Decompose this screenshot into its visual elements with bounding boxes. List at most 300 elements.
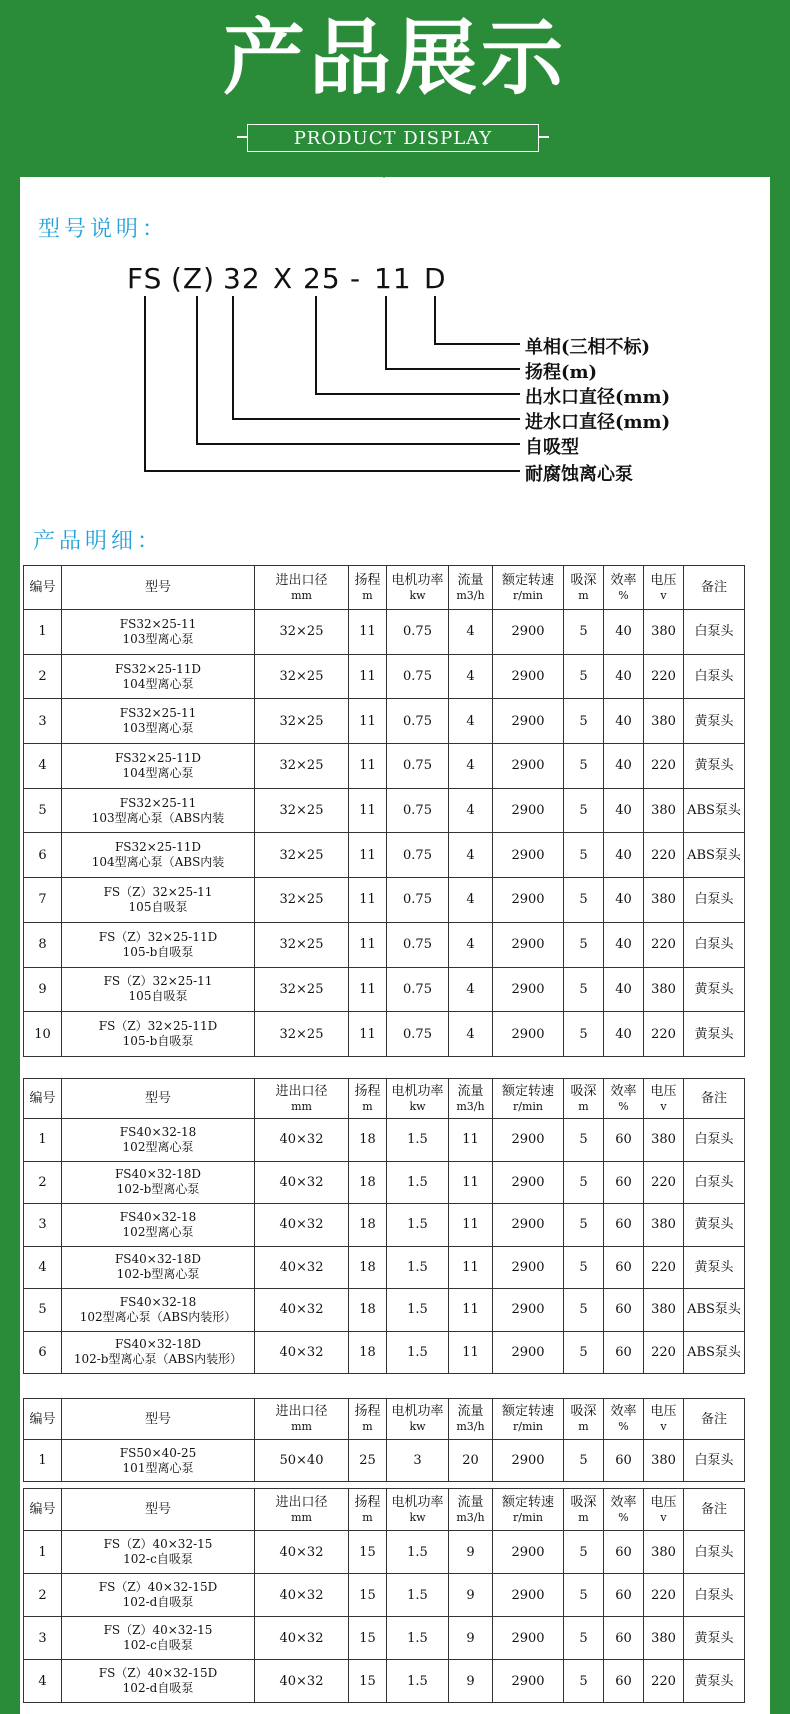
column-header-label: 电机功率 (391, 1494, 444, 1510)
cell-remark: 黄泵头 (684, 1012, 745, 1057)
table-row (24, 744, 745, 789)
column-header-label: 备注 (700, 1502, 727, 1517)
cell-head: 11 (349, 878, 387, 923)
cell-efficiency: 40 (604, 744, 644, 789)
cell-model: FS32×25-11 103型离心泵 (62, 699, 255, 744)
cell-remark: 白泵头 (684, 1161, 745, 1204)
cell-speed: 2900 (493, 699, 564, 744)
column-header-label: 编号 (29, 1091, 56, 1106)
cell-head: 18 (349, 1119, 387, 1162)
cell-suction: 5 (564, 610, 604, 655)
cell-efficiency: 40 (604, 967, 644, 1012)
column-header-efficiency (604, 1079, 644, 1119)
cell-head: 11 (349, 967, 387, 1012)
table-header-row (24, 566, 745, 610)
cell-model: FS40×32-18 102型离心泵（ABS内装形） (62, 1289, 255, 1332)
table-row (24, 833, 745, 878)
column-header-efficiency (604, 1489, 644, 1531)
column-header-unit: m (578, 1510, 589, 1524)
column-header-label: 编号 (29, 1411, 56, 1427)
cell-no: 3 (24, 699, 62, 744)
cell-port-size: 40×32 (255, 1204, 349, 1247)
cell-suction: 5 (564, 1574, 604, 1617)
cell-suction: 5 (564, 1289, 604, 1332)
cell-no: 9 (24, 967, 62, 1012)
cell-speed: 2900 (493, 1617, 564, 1660)
column-header-unit: m3/h (456, 1510, 485, 1524)
column-header-model (62, 1489, 255, 1531)
column-header-unit: v (660, 1510, 667, 1524)
table-row (24, 1660, 745, 1703)
cell-speed: 2900 (493, 922, 564, 967)
column-header-unit: mm (291, 1420, 312, 1433)
table-row (24, 788, 745, 833)
cell-remark: 黄泵头 (684, 744, 745, 789)
column-header-label: 进出口径 (275, 1494, 328, 1510)
table-row (24, 1440, 745, 1482)
cell-suction: 5 (564, 1331, 604, 1374)
cell-no: 3 (24, 1204, 62, 1247)
cell-voltage: 380 (644, 610, 684, 655)
cell-speed: 2900 (493, 1660, 564, 1703)
column-header-unit: % (618, 1420, 629, 1433)
column-header-voltage (644, 1079, 684, 1119)
column-header-unit: m (362, 1420, 373, 1433)
column-header-unit: m (362, 1510, 373, 1524)
cell-model: FS32×25-11D 104型离心泵 (62, 744, 255, 789)
table-row (24, 922, 745, 967)
cell-efficiency: 60 (604, 1660, 644, 1703)
column-header-model (62, 1079, 255, 1119)
cell-voltage: 220 (644, 1161, 684, 1204)
cell-efficiency: 60 (604, 1574, 644, 1617)
cell-model: FS（Z）40×32-15D 102-d自吸泵 (62, 1574, 255, 1617)
cell-port-size: 32×25 (255, 654, 349, 699)
column-header-efficiency (604, 566, 644, 610)
table-header-row (24, 1489, 745, 1531)
table-header-row (24, 1399, 745, 1440)
code-part-x: X (273, 262, 294, 295)
cell-flow: 4 (449, 833, 493, 878)
column-header-unit: % (618, 588, 629, 602)
column-header-label: 效率 (610, 1083, 637, 1099)
column-header-port-size (255, 1399, 349, 1440)
cell-efficiency: 40 (604, 699, 644, 744)
cell-voltage: 380 (644, 1617, 684, 1660)
cell-power: 1.5 (387, 1331, 449, 1374)
cell-speed: 2900 (493, 744, 564, 789)
cell-remark: 白泵头 (684, 1119, 745, 1162)
cell-flow: 4 (449, 654, 493, 699)
panel-notch (370, 166, 398, 178)
cell-port-size: 32×25 (255, 610, 349, 655)
cell-no: 1 (24, 1119, 62, 1162)
column-header-power (387, 1399, 449, 1440)
column-header-port-size (255, 1079, 349, 1119)
cell-remark: 黄泵头 (684, 967, 745, 1012)
code-part-d: D (424, 262, 447, 295)
code-part-inlet: 32 (223, 262, 261, 295)
cell-power: 0.75 (387, 654, 449, 699)
cell-remark: 黄泵头 (684, 1617, 745, 1660)
cell-no: 4 (24, 1246, 62, 1289)
cell-voltage: 220 (644, 744, 684, 789)
cell-voltage: 380 (644, 1531, 684, 1574)
cell-no: 5 (24, 1289, 62, 1332)
cell-voltage: 220 (644, 1012, 684, 1057)
table-row (24, 967, 745, 1012)
cell-no: 1 (24, 610, 62, 655)
cell-suction: 5 (564, 1204, 604, 1247)
cell-speed: 2900 (493, 1531, 564, 1574)
column-header-unit: m (578, 588, 589, 602)
cell-efficiency: 60 (604, 1617, 644, 1660)
column-header-label: 吸深 (570, 1494, 597, 1510)
column-header-unit: mm (291, 1510, 312, 1524)
code-part-head: 11 (374, 262, 412, 295)
cell-head: 18 (349, 1331, 387, 1374)
cell-flow: 11 (449, 1331, 493, 1374)
code-part-fs: FS (127, 262, 163, 295)
column-header-label: 电压 (650, 572, 677, 588)
cell-suction: 5 (564, 878, 604, 923)
cell-model: FS（Z）32×25-11D 105-b自吸泵 (62, 922, 255, 967)
column-header-flow (449, 1489, 493, 1531)
column-header-unit: % (618, 1510, 629, 1524)
column-header-unit: m (362, 588, 373, 602)
cell-efficiency: 60 (604, 1246, 644, 1289)
column-header-unit: m3/h (456, 588, 485, 602)
column-header-unit: m (578, 1420, 589, 1433)
column-header-unit: v (660, 1420, 667, 1433)
spec-table-4 (23, 1488, 745, 1703)
cell-efficiency: 60 (604, 1161, 644, 1204)
cell-power: 1.5 (387, 1531, 449, 1574)
cell-remark: 黄泵头 (684, 1246, 745, 1289)
column-header-label: 型号 (144, 580, 171, 595)
column-header-label: 额定转速 (501, 572, 554, 588)
table-row (24, 1289, 745, 1332)
cell-speed: 2900 (493, 654, 564, 699)
cell-port-size: 40×32 (255, 1119, 349, 1162)
column-header-label: 编号 (29, 580, 56, 595)
column-header-label: 型号 (144, 1411, 171, 1427)
cell-efficiency: 60 (604, 1119, 644, 1162)
cell-model: FS（Z）32×25-11 105自吸泵 (62, 878, 255, 923)
cell-remark: 白泵头 (684, 610, 745, 655)
cell-speed: 2900 (493, 1574, 564, 1617)
cell-flow: 4 (449, 610, 493, 655)
cell-flow: 9 (449, 1617, 493, 1660)
connector-head (386, 296, 520, 369)
column-header-speed (493, 566, 564, 610)
cell-suction: 5 (564, 1531, 604, 1574)
cell-power: 0.75 (387, 610, 449, 655)
column-header-unit: mm (291, 588, 312, 602)
column-header-label: 备注 (700, 1411, 727, 1427)
cell-model: FS40×32-18D 102-b型离心泵 (62, 1246, 255, 1289)
table-row (24, 1204, 745, 1247)
cell-voltage: 380 (644, 788, 684, 833)
table-row (24, 1617, 745, 1660)
table-header-row (24, 1079, 745, 1119)
cell-port-size: 40×32 (255, 1574, 349, 1617)
cell-efficiency: 60 (604, 1440, 644, 1482)
column-header-remark (684, 566, 745, 610)
column-header-unit: r/min (513, 1510, 543, 1524)
column-header-unit: m (362, 1099, 373, 1113)
column-header-speed (493, 1399, 564, 1440)
cell-suction: 5 (564, 1440, 604, 1482)
column-header-unit: kw (409, 1420, 426, 1433)
cell-port-size: 32×25 (255, 744, 349, 789)
cell-speed: 2900 (493, 833, 564, 878)
cell-model: FS（Z）40×32-15 102-c自吸泵 (62, 1531, 255, 1574)
column-header-unit: r/min (513, 588, 543, 602)
column-header-suction (564, 1079, 604, 1119)
column-header-label: 流量 (457, 1083, 484, 1099)
cell-no: 6 (24, 833, 62, 878)
cell-port-size: 40×32 (255, 1246, 349, 1289)
cell-voltage: 220 (644, 1574, 684, 1617)
code-part-dash: - (350, 262, 362, 295)
column-header-unit: % (618, 1099, 629, 1113)
cell-remark: 黄泵头 (684, 699, 745, 744)
table-row (24, 699, 745, 744)
column-header-power (387, 566, 449, 610)
cell-head: 11 (349, 744, 387, 789)
cell-port-size: 50×40 (255, 1440, 349, 1482)
cell-flow: 4 (449, 878, 493, 923)
cell-flow: 4 (449, 1012, 493, 1057)
cell-model: FS40×32-18D 102-b型离心泵（ABS内装形） (62, 1331, 255, 1374)
column-header-unit: r/min (513, 1420, 543, 1433)
cell-head: 15 (349, 1660, 387, 1703)
cell-flow: 4 (449, 922, 493, 967)
cell-port-size: 40×32 (255, 1161, 349, 1204)
cell-speed: 2900 (493, 1331, 564, 1374)
cell-voltage: 380 (644, 1289, 684, 1332)
column-header-label: 吸深 (570, 1083, 597, 1099)
column-header-efficiency (604, 1399, 644, 1440)
column-header-unit: kw (409, 1099, 426, 1113)
cell-no: 2 (24, 1161, 62, 1204)
cell-model: FS32×25-11 103型离心泵（ABS内装 (62, 788, 255, 833)
cell-efficiency: 40 (604, 654, 644, 699)
cell-port-size: 40×32 (255, 1289, 349, 1332)
cell-efficiency: 40 (604, 610, 644, 655)
column-header-label: 型号 (144, 1091, 171, 1106)
cell-head: 18 (349, 1289, 387, 1332)
cell-speed: 2900 (493, 1246, 564, 1289)
cell-power: 0.75 (387, 833, 449, 878)
column-header-label: 型号 (144, 1502, 171, 1517)
cell-no: 4 (24, 1660, 62, 1703)
column-header-suction (564, 1399, 604, 1440)
column-header-suction (564, 1489, 604, 1531)
cell-efficiency: 60 (604, 1204, 644, 1247)
column-header-no (24, 1399, 62, 1440)
column-header-flow (449, 566, 493, 610)
cell-voltage: 380 (644, 1204, 684, 1247)
cell-model: FS（Z）40×32-15D 102-d自吸泵 (62, 1660, 255, 1703)
cell-model: FS32×25-11 103型离心泵 (62, 610, 255, 655)
desc-inlet: 进水口直径(mm) (525, 412, 671, 433)
cell-no: 6 (24, 1331, 62, 1374)
cell-speed: 2900 (493, 1119, 564, 1162)
cell-port-size: 32×25 (255, 1012, 349, 1057)
column-header-label: 扬程 (354, 1404, 381, 1419)
cell-port-size: 32×25 (255, 922, 349, 967)
cell-efficiency: 40 (604, 788, 644, 833)
cell-flow: 11 (449, 1119, 493, 1162)
model-explanation-title: 型号说明： (38, 217, 169, 242)
column-header-label: 额定转速 (501, 1083, 554, 1099)
cell-flow: 11 (449, 1161, 493, 1204)
cell-port-size: 32×25 (255, 967, 349, 1012)
cell-port-size: 32×25 (255, 699, 349, 744)
cell-power: 0.75 (387, 744, 449, 789)
cell-power: 1.5 (387, 1289, 449, 1332)
cell-power: 0.75 (387, 878, 449, 923)
cell-voltage: 380 (644, 878, 684, 923)
cell-model: FS（Z）40×32-15 102-c自吸泵 (62, 1617, 255, 1660)
column-header-speed (493, 1489, 564, 1531)
cell-efficiency: 60 (604, 1331, 644, 1374)
column-header-no (24, 1079, 62, 1119)
column-header-flow (449, 1399, 493, 1440)
cell-head: 15 (349, 1531, 387, 1574)
cell-power: 0.75 (387, 699, 449, 744)
column-header-label: 扬程 (354, 1083, 381, 1099)
cell-suction: 5 (564, 1119, 604, 1162)
cell-no: 2 (24, 654, 62, 699)
column-header-label: 扬程 (354, 572, 381, 588)
column-header-label: 进出口径 (275, 1404, 328, 1419)
cell-model: FS40×32-18D 102-b型离心泵 (62, 1161, 255, 1204)
column-header-label: 电机功率 (391, 572, 444, 588)
cell-power: 0.75 (387, 922, 449, 967)
cell-flow: 4 (449, 967, 493, 1012)
column-header-label: 效率 (610, 572, 637, 588)
column-header-remark (684, 1489, 745, 1531)
column-header-voltage (644, 566, 684, 610)
column-header-port-size (255, 566, 349, 610)
column-header-remark (684, 1079, 745, 1119)
cell-remark: 白泵头 (684, 922, 745, 967)
spec-table-1 (23, 565, 745, 1057)
cell-flow: 4 (449, 744, 493, 789)
column-header-port-size (255, 1489, 349, 1531)
column-header-label: 进出口径 (275, 572, 328, 588)
column-header-unit: v (660, 1099, 667, 1113)
code-part-z: (Z) (171, 262, 216, 295)
cell-flow: 4 (449, 699, 493, 744)
cell-speed: 2900 (493, 1289, 564, 1332)
table-row (24, 1119, 745, 1162)
cell-suction: 5 (564, 1161, 604, 1204)
product-details-title: 产品明细： (33, 529, 164, 554)
cell-no: 2 (24, 1574, 62, 1617)
cell-speed: 2900 (493, 878, 564, 923)
cell-no: 5 (24, 788, 62, 833)
cell-speed: 2900 (493, 788, 564, 833)
column-header-voltage (644, 1489, 684, 1531)
cell-model: FS50×40-25 101型离心泵 (62, 1440, 255, 1482)
cell-head: 11 (349, 1012, 387, 1057)
table-row (24, 1574, 745, 1617)
column-header-no (24, 566, 62, 610)
page-title: 产品展示 (222, 11, 567, 106)
cell-port-size: 32×25 (255, 833, 349, 878)
column-header-unit: m3/h (456, 1099, 485, 1113)
cell-suction: 5 (564, 744, 604, 789)
cell-speed: 2900 (493, 1440, 564, 1482)
column-header-label: 额定转速 (501, 1404, 554, 1419)
column-header-label: 额定转速 (501, 1494, 554, 1510)
code-part-outlet: 25 (303, 262, 341, 295)
cell-no: 10 (24, 1012, 62, 1057)
cell-voltage: 220 (644, 1246, 684, 1289)
column-header-label: 流量 (457, 1494, 484, 1510)
column-header-label: 吸深 (570, 572, 597, 588)
cell-remark: ABS泵头 (684, 1289, 745, 1332)
cell-model: FS（Z）32×25-11D 105-b自吸泵 (62, 1012, 255, 1057)
column-header-no (24, 1489, 62, 1531)
column-header-head (349, 1079, 387, 1119)
desc-corrosion: 耐腐蚀离心泵 (525, 464, 633, 485)
desc-self-priming: 自吸型 (525, 437, 579, 458)
cell-power: 3 (387, 1440, 449, 1482)
column-header-label: 备注 (700, 1091, 727, 1106)
cell-remark: 黄泵头 (684, 1204, 745, 1247)
cell-head: 11 (349, 788, 387, 833)
cell-model: FS32×25-11D 104型离心泵（ABS内装 (62, 833, 255, 878)
cell-head: 11 (349, 610, 387, 655)
column-header-label: 扬程 (354, 1494, 381, 1510)
cell-flow: 11 (449, 1246, 493, 1289)
column-header-voltage (644, 1399, 684, 1440)
column-header-label: 流量 (457, 1404, 484, 1419)
cell-remark: 白泵头 (684, 654, 745, 699)
spec-table-2 (23, 1078, 745, 1374)
cell-port-size: 40×32 (255, 1531, 349, 1574)
cell-head: 18 (349, 1204, 387, 1247)
column-header-unit: mm (291, 1099, 312, 1113)
column-header-label: 吸深 (570, 1404, 597, 1419)
cell-suction: 5 (564, 654, 604, 699)
cell-model: FS（Z）32×25-11 105自吸泵 (62, 967, 255, 1012)
cell-remark: 白泵头 (684, 1440, 745, 1482)
cell-voltage: 220 (644, 922, 684, 967)
cell-power: 1.5 (387, 1119, 449, 1162)
cell-remark: 黄泵头 (684, 1660, 745, 1703)
cell-flow: 9 (449, 1660, 493, 1703)
cell-suction: 5 (564, 967, 604, 1012)
cell-flow: 4 (449, 788, 493, 833)
cell-voltage: 220 (644, 1660, 684, 1703)
cell-efficiency: 40 (604, 878, 644, 923)
cell-no: 1 (24, 1531, 62, 1574)
model-code-diagram (0, 0, 790, 500)
table-row (24, 1331, 745, 1374)
cell-voltage: 220 (644, 833, 684, 878)
column-header-unit: kw (409, 588, 426, 602)
column-header-speed (493, 1079, 564, 1119)
column-header-label: 电压 (650, 1083, 677, 1099)
cell-model: FS40×32-18 102型离心泵 (62, 1204, 255, 1247)
cell-speed: 2900 (493, 1161, 564, 1204)
